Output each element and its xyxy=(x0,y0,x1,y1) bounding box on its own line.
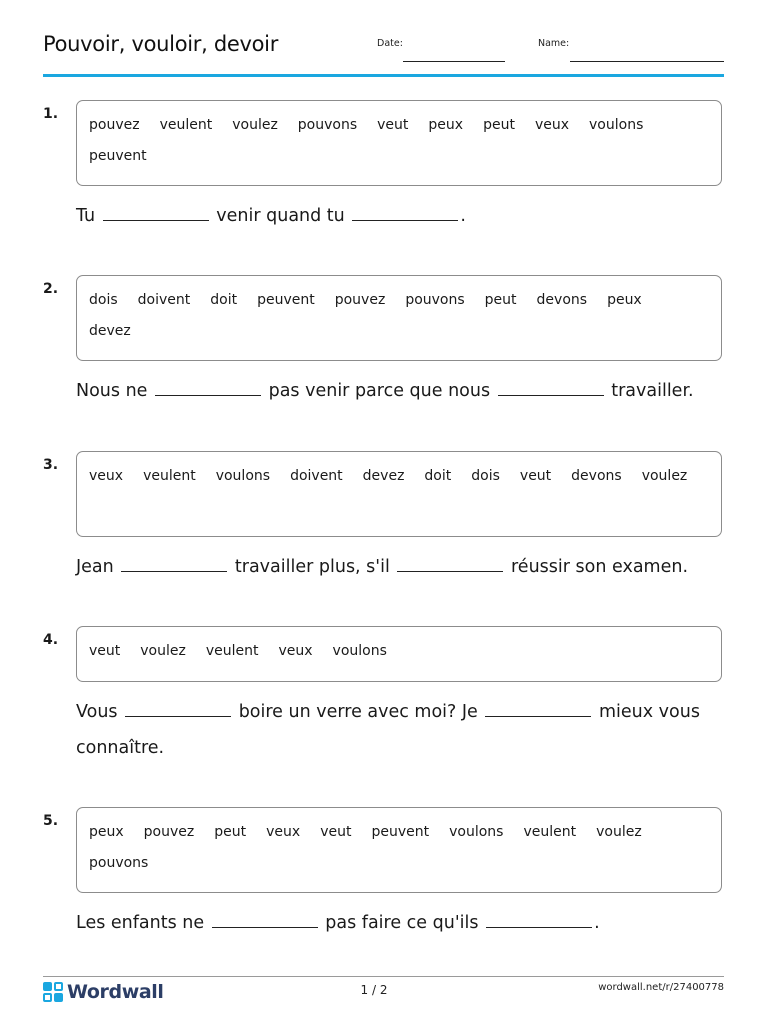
word-option: voulons xyxy=(449,824,504,840)
wordwall-logo-icon xyxy=(43,982,63,1002)
sentence-text: travailler plus, s'il xyxy=(234,557,390,577)
word-option: veut xyxy=(377,117,409,133)
sentence-text: pas venir parce que nous xyxy=(268,381,491,401)
word-option: veulent xyxy=(143,468,196,484)
date-field[interactable] xyxy=(403,61,505,62)
answer-blank[interactable] xyxy=(212,910,318,928)
header-divider xyxy=(43,74,724,77)
word-option: veut xyxy=(320,824,352,840)
answer-blank[interactable] xyxy=(486,910,592,928)
answer-blank[interactable] xyxy=(121,554,227,572)
word-option: pouvons xyxy=(297,117,358,133)
word-option: doit xyxy=(424,468,452,484)
sentence-text: Jean xyxy=(76,557,114,577)
sentence-text: mieux vous connaître. xyxy=(76,702,700,758)
answer-blank[interactable] xyxy=(397,554,503,572)
word-option: voulez xyxy=(641,468,688,484)
word-option: peut xyxy=(484,292,517,308)
question-number: 2. xyxy=(43,281,59,297)
answer-blank[interactable] xyxy=(125,699,231,717)
question-number: 5. xyxy=(43,813,59,829)
sentence xyxy=(76,198,722,234)
question-number: 1. xyxy=(43,106,59,122)
word-option: voulons xyxy=(215,468,271,484)
word-option: voulez xyxy=(232,117,278,133)
word-option: veux xyxy=(266,824,301,840)
word-option: devons xyxy=(536,292,588,308)
word-option: doit xyxy=(210,292,238,308)
source-url[interactable]: wordwall.net/r/27400778 xyxy=(598,982,724,993)
page-title: Pouvoir, vouloir, devoir xyxy=(43,32,279,56)
word-option: veut xyxy=(89,643,121,659)
word-option: veux xyxy=(534,117,570,133)
word-option: dois xyxy=(89,292,118,308)
sentence-text: Nous ne xyxy=(76,381,148,401)
wordwall-logo xyxy=(43,981,164,1003)
name-label: Name: xyxy=(538,38,570,49)
worksheet-header xyxy=(43,30,724,78)
sentence-text: réussir son examen. xyxy=(511,557,689,577)
answer-blank[interactable] xyxy=(498,378,604,396)
sentence-text: Vous xyxy=(76,702,118,722)
word-option: veux xyxy=(89,468,124,484)
footer-divider xyxy=(43,976,724,977)
word-option: veut xyxy=(519,468,552,484)
word-option: peuvent xyxy=(257,292,315,308)
word-option: peux xyxy=(89,824,124,840)
word-option: veulent xyxy=(205,643,259,659)
word-option: dois xyxy=(471,468,500,484)
word-option: voulons xyxy=(589,117,644,133)
question-number: 4. xyxy=(43,632,59,648)
word-option: doivent xyxy=(290,468,343,484)
date-label: Date: xyxy=(377,38,403,49)
word-option: veulent xyxy=(159,117,213,133)
question-number: 3. xyxy=(43,457,59,473)
word-bank xyxy=(76,626,722,682)
word-option: voulez xyxy=(140,643,186,659)
sentence-text: . xyxy=(594,913,600,933)
word-option: pouvez xyxy=(334,292,386,308)
sentence-text: travailler. xyxy=(611,381,694,401)
word-option: pouvons xyxy=(405,292,465,308)
word-option: peut xyxy=(483,117,515,133)
word-option: pouvons xyxy=(89,855,149,871)
word-option: voulons xyxy=(332,643,387,659)
sentence-text: Tu xyxy=(76,206,96,226)
name-field[interactable] xyxy=(570,61,724,62)
page-number: 1 / 2 xyxy=(360,983,388,997)
word-option: doivent xyxy=(137,292,191,308)
sentence xyxy=(76,694,722,766)
sentence xyxy=(76,373,722,409)
answer-blank[interactable] xyxy=(103,203,209,221)
word-option: peuvent xyxy=(89,148,147,164)
word-option: pouvez xyxy=(143,824,195,840)
sentence-text: pas faire ce qu'ils xyxy=(325,913,479,933)
word-option: voulez xyxy=(596,824,642,840)
sentence xyxy=(76,549,722,585)
word-option: peux xyxy=(607,292,642,308)
word-option: peuvent xyxy=(371,824,430,840)
word-option: peux xyxy=(428,117,464,133)
word-bank xyxy=(76,807,722,893)
word-option: devez xyxy=(362,468,405,484)
word-bank xyxy=(76,100,722,186)
word-option: peut xyxy=(214,824,247,840)
word-option: pouvez xyxy=(89,117,140,133)
word-option: devons xyxy=(571,468,622,484)
word-option: veux xyxy=(278,643,313,659)
word-option: veulent xyxy=(523,824,577,840)
sentence xyxy=(76,905,722,941)
sentence-text: boire un verre avec moi? Je xyxy=(238,702,478,722)
answer-blank[interactable] xyxy=(485,699,591,717)
sentence-text: venir quand tu xyxy=(216,206,345,226)
sentence-text: Les enfants ne xyxy=(76,913,205,933)
sentence-text: . xyxy=(460,206,466,226)
answer-blank[interactable] xyxy=(155,378,261,396)
word-option: devez xyxy=(89,323,131,339)
word-bank xyxy=(76,275,722,361)
word-bank xyxy=(76,451,722,537)
brand-name: Wordwall xyxy=(67,981,164,1003)
answer-blank[interactable] xyxy=(352,203,458,221)
